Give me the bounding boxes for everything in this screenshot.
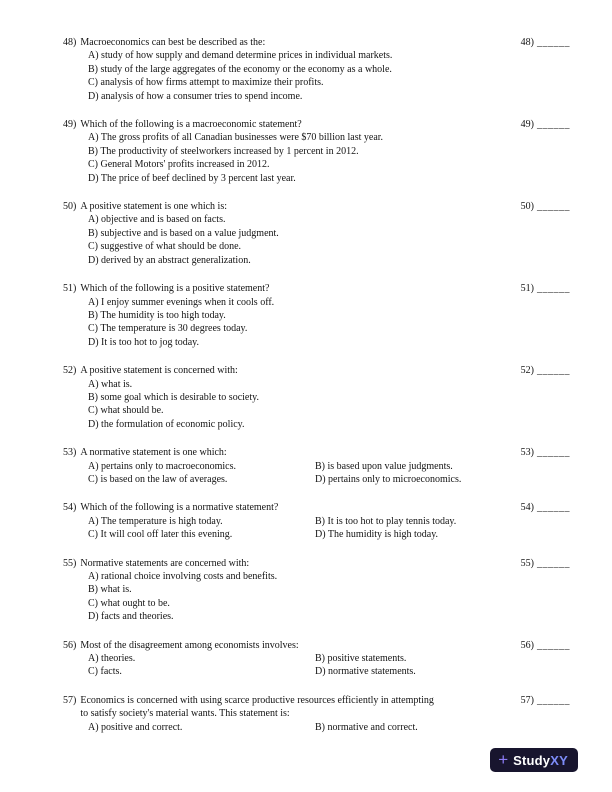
option: B) study of the large aggregates of the economy or the economy as a whole. — [88, 63, 392, 75]
brand-accent: XY — [550, 752, 568, 768]
option: A) theories. — [88, 653, 136, 665]
option: D) facts and theories. — [88, 611, 174, 623]
answer-number: 57) — [520, 694, 534, 706]
answer-number: 50) — [520, 201, 534, 213]
answer-number: 48) — [520, 37, 534, 48]
option: C) what ought to be. — [88, 597, 170, 609]
answer-line: ______ — [537, 365, 570, 377]
answer-blank — [521, 446, 570, 459]
answer-line: ______ — [537, 37, 570, 48]
option: D) derived by an abstract generalization. — [88, 254, 251, 266]
question-text-line: A positive statement is one which is: — [80, 201, 227, 213]
option: B) some goal which is desirable to society. — [88, 391, 259, 403]
question-number: 54) — [63, 502, 77, 514]
question-line — [63, 557, 570, 570]
question-text — [80, 639, 298, 652]
answer-blank — [521, 557, 570, 570]
question-text-line: Normative statements are concerned with: — [80, 557, 250, 569]
question-line — [63, 282, 570, 295]
option: C) analysis of how firms attempt to maximize their profits. — [88, 77, 324, 89]
answer-number: 55) — [520, 557, 534, 569]
option: B) The humidity is too high today. — [88, 309, 226, 321]
option: A) what is. — [88, 378, 133, 390]
brand-wordmark — [513, 753, 568, 768]
option: A) study of how supply and demand determine prices in individual markets. — [88, 50, 393, 62]
answer-blank — [521, 282, 570, 295]
question-text-line: Most of the disagreement among economists involves: — [80, 639, 299, 651]
question-number: 53) — [63, 447, 77, 459]
question-number: 50) — [63, 201, 77, 213]
document-page — [63, 36, 570, 749]
option: A) objective and is based on facts. — [88, 214, 226, 226]
option: C) General Motors' profits increased in 2012. — [88, 159, 270, 171]
question-number: 48) — [63, 37, 77, 48]
option: C) It will cool off later this evening. — [88, 529, 233, 541]
options — [88, 296, 570, 350]
question-number: 56) — [63, 639, 77, 651]
answer-blank — [521, 694, 570, 707]
option: A) rational choice involving costs and benefits. — [88, 571, 278, 582]
option: B) is based upon value judgments. — [315, 460, 453, 472]
question-block — [63, 282, 570, 349]
option: A) I enjoy summer evenings when it cools off. — [88, 296, 275, 308]
answer-number: 52) — [520, 365, 534, 377]
question-text-line: Which of the following is a macroeconomic statement? — [80, 119, 302, 131]
option: D) The price of beef declined by 3 percent last year. — [88, 172, 296, 184]
answer-number: 56) — [520, 639, 534, 651]
question-text-line: Economics is concerned with using scarce productive resources efficiently in attempting — [80, 694, 434, 706]
option: A) pertains only to macroeconomics. — [88, 460, 237, 472]
option: D) analysis of how a consumer tries to spend income. — [88, 90, 303, 102]
options — [88, 460, 570, 487]
question-line — [63, 36, 570, 49]
option: B) positive statements. — [315, 653, 407, 665]
answer-blank — [521, 200, 570, 213]
option: C) what should be. — [88, 405, 164, 417]
question-block — [63, 694, 570, 734]
question-text — [80, 557, 249, 570]
answer-number: 54) — [520, 502, 534, 514]
question-line — [63, 200, 570, 213]
options — [88, 49, 570, 103]
answer-line: ______ — [537, 201, 570, 213]
answer-number: 53) — [520, 447, 534, 459]
answer-line: ______ — [537, 694, 570, 706]
option: B) The productivity of steelworkers increased by 1 percent in 2012. — [88, 145, 359, 157]
question-block — [63, 364, 570, 431]
question-line — [63, 639, 570, 652]
question-block — [63, 36, 570, 103]
option: C) The temperature is 30 degrees today. — [88, 323, 248, 335]
question-block — [63, 501, 570, 541]
options — [88, 721, 570, 734]
question-text — [80, 118, 301, 131]
answer-line: ______ — [537, 119, 570, 131]
option: A) The gross profits of all Canadian businesses were $70 billion last year. — [88, 132, 384, 144]
options — [88, 131, 570, 185]
question-block — [63, 118, 570, 185]
question-number: 57) — [63, 694, 77, 706]
question-line — [63, 364, 570, 377]
answer-number: 51) — [520, 283, 534, 295]
option: C) suggestive of what should be done. — [88, 241, 242, 253]
question-text-line: Macroeconomics can best be described as the: — [80, 37, 266, 48]
answer-number: 49) — [520, 119, 534, 131]
answer-blank — [521, 36, 570, 49]
options — [88, 378, 570, 432]
question-line — [63, 118, 570, 131]
answer-line: ______ — [537, 639, 570, 651]
question-text-line: Which of the following is a positive statement? — [80, 283, 270, 295]
options — [88, 213, 570, 267]
question-text — [80, 694, 434, 721]
question-text — [80, 282, 269, 295]
options — [88, 570, 570, 624]
question-text — [80, 364, 237, 377]
question-block — [63, 639, 570, 679]
option: D) The humidity is high today. — [315, 529, 439, 541]
question-text-line: A normative statement is one which: — [80, 447, 227, 459]
option: D) pertains only to microeconomics. — [315, 473, 462, 485]
option: D) normative statements. — [315, 666, 416, 678]
answer-line: ______ — [537, 283, 570, 295]
question-line — [63, 501, 570, 514]
question-block — [63, 557, 570, 624]
plus-icon: + — [498, 749, 509, 769]
question-text — [80, 36, 265, 49]
option: B) subjective and is based on a value judgment. — [88, 227, 279, 239]
option: D) the formulation of economic policy. — [88, 418, 245, 430]
brand-text: Study — [513, 752, 551, 768]
question-number: 49) — [63, 119, 77, 131]
answer-blank — [521, 118, 570, 131]
option: A) positive and correct. — [88, 721, 183, 733]
question-line — [63, 694, 570, 721]
answer-blank — [521, 639, 570, 652]
answer-blank — [521, 364, 570, 377]
question-text-line: to satisfy society's material wants. This statement is: — [80, 708, 290, 720]
option: B) what is. — [88, 584, 132, 596]
question-text-line: A positive statement is concerned with: — [80, 365, 238, 377]
question-text-line: Which of the following is a normative statement? — [80, 502, 279, 514]
answer-line: ______ — [537, 502, 570, 514]
question-number: 55) — [63, 557, 77, 569]
option: A) The temperature is high today. — [88, 515, 223, 527]
answer-line: ______ — [537, 557, 570, 569]
answer-blank — [521, 501, 570, 514]
option: D) It is too hot to jog today. — [88, 336, 200, 348]
question-number: 51) — [63, 283, 77, 295]
question-number: 52) — [63, 365, 77, 377]
question-block — [63, 446, 570, 486]
options — [88, 515, 570, 542]
question-text — [80, 501, 278, 514]
options — [88, 652, 570, 679]
questions — [63, 36, 570, 734]
question-line — [63, 446, 570, 459]
option: B) It is too hot to play tennis today. — [315, 515, 457, 527]
option: B) normative and correct. — [315, 721, 418, 733]
option: C) facts. — [88, 666, 122, 678]
option: C) is based on the law of averages. — [88, 473, 228, 485]
question-text — [80, 200, 227, 213]
question-text — [80, 446, 226, 459]
question-block — [63, 200, 570, 267]
answer-line: ______ — [537, 447, 570, 459]
studyxy-logo — [490, 748, 578, 772]
